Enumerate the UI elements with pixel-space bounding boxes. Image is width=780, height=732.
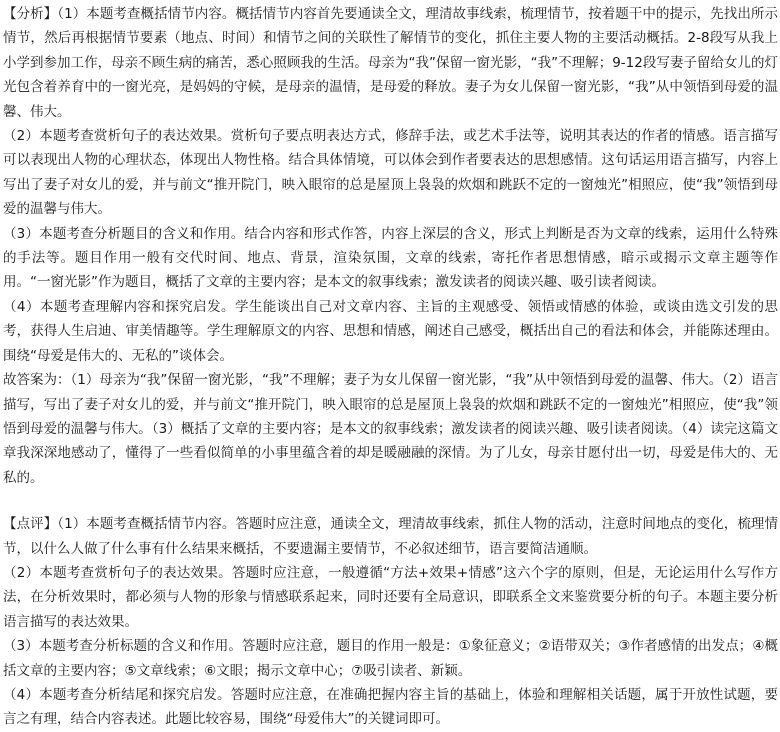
comment-paragraph-4: （4）本题考查分析结尾和探究启发。答题时应注意，在准确把握内容主旨的基础上，体验和理解相关话题，属于开放性试题，要言之有理，结合内容表述。此题比较容易，围绕“母爱伟大”的关键词即可。 [3, 686, 778, 728]
analysis-paragraph-2: （2）本题考查赏析句子的表达效果。赏析句子要点明表达方式，修辞手法，或艺术手法等，说明其表达的作者的情感。语言描写可以表现出人物的心理状态，体现出人物性格。结合具体情境，可以体会到作者要表达的思想感情。这句话运用语言描写，内容上写出了妻子对女儿的爱，并与前文“推开院门，映入眼帘的总是屋顶上袅袅的炊烟和跳跃不定的一窗烛光”相照应，使“我”领悟到母爱的温馨与伟大。 [3, 128, 778, 218]
analysis-paragraph-3: （3）本题考查分析题目的含义和作用。结合内容和形式作答，内容上深层的含义，形式上判断是否为文章的线索，运用什么特殊的手法等。题目作用一般有交代时间、地点、背景，渲染氛围，文章的线索，寄托作者思想情感，暗示或揭示文章主题等作用。“一窗光影”作为题目，概括了文章的主要内容；是本文的叙事线索；激发读者的阅读兴趣、吸引读者阅读。 [3, 225, 778, 291]
comment-paragraph-2: （2）本题考查赏析句子的表达效果。答题时应注意，一般遵循“方法+效果+情感”这六个字的原则，但是，无论运用什么写作方法，在分析效果时，都必须与人物的形象与情感联系起来，同时还要有全局意识，即联系全文来鉴赏要分析的句子。本题主要分析语言描写的表达效果。 [3, 564, 778, 630]
comment-paragraph-1: 【点评】（1）本题考查概括情节内容。答题时应注意，通读全文，理清故事线索，抓住人物的活动，注意时间地点的变化，梳理情节，以什么人做了什么事有什么结果来概括，不要遗漏主要情节，不必叙述细节，语言要简洁通顺。 [3, 516, 778, 557]
analysis-paragraph-4: （4）本题考查理解内容和探究启发。学生能谈出自己对文章内容、主旨的主观感受、领悟或情感的体验，或谈由选文引发的思考，获得人生启迪、审美情趣等。学生理解原文的内容、思想和情感，阐述自己感受，概括出自己的看法和体会，并能陈述理由。围绕“母爱是伟大的、无私的”谈体会。 [3, 298, 778, 364]
analysis-section [3, 2, 778, 490]
analysis-paragraph-1: 【分析】（1）本题考查概括情节内容。概括情节内容首先要通读全文，理清故事线索，梳理情节，按着题干中的提示，先找出所示情节，然后再根据情节要素（地点、时间）和情节之间的关联性了解情节的变化，抓住主要人物的主要活动概括。2-8段写从我上小学到参加工作，母亲不顾生病的痛苦，悉心照顾我的生活。母亲为“我”保留一窗光影，“我”不理解；9-12段写妻子留给女儿的灯光包含着养育中的一窗光亮，是妈妈的守候，是母亲的温情，是母爱的释放。妻子为女儿保留一窗光影，“我”从中领悟到母爱的温馨、伟大。 [3, 6, 778, 120]
comment-paragraph-3: （3）本题考查分析标题的含义和作用。答题时应注意，题目的作用一般是：①象征意义；②语带双关；③作者感情的出发点；④概括文章的主要内容；⑤文章线索；⑥文眼；揭示文章中心；⑦吸引读者、新颖。 [3, 638, 778, 679]
answer-paragraph: 故答案为：（1）母亲为“我”保留一窗光影，“我”不理解；妻子为女儿保留一窗光影，“我”从中领悟到母爱的温馨、伟大。（2）语言描写，写出了妻子对女儿的爱，并与前文“推开院门，映入眼帘的总是屋顶上袅袅的炊烟和跳跃不定的一窗烛光”相照应，使“我”领悟到母爱的温馨与伟大。（3）概括了文章的主要内容；是本文的叙事线索；激发读者的阅读兴趣、吸引读者阅读。（4）读完这篇文章我深深地感动了，懂得了一些看似简单的小事里蕴含着的却是暖融融的深情。为了儿女，母亲甘愿付出一切，母爱是伟大的、无私的。 [3, 372, 778, 486]
comment-section [3, 512, 778, 732]
section-spacer [3, 490, 778, 512]
